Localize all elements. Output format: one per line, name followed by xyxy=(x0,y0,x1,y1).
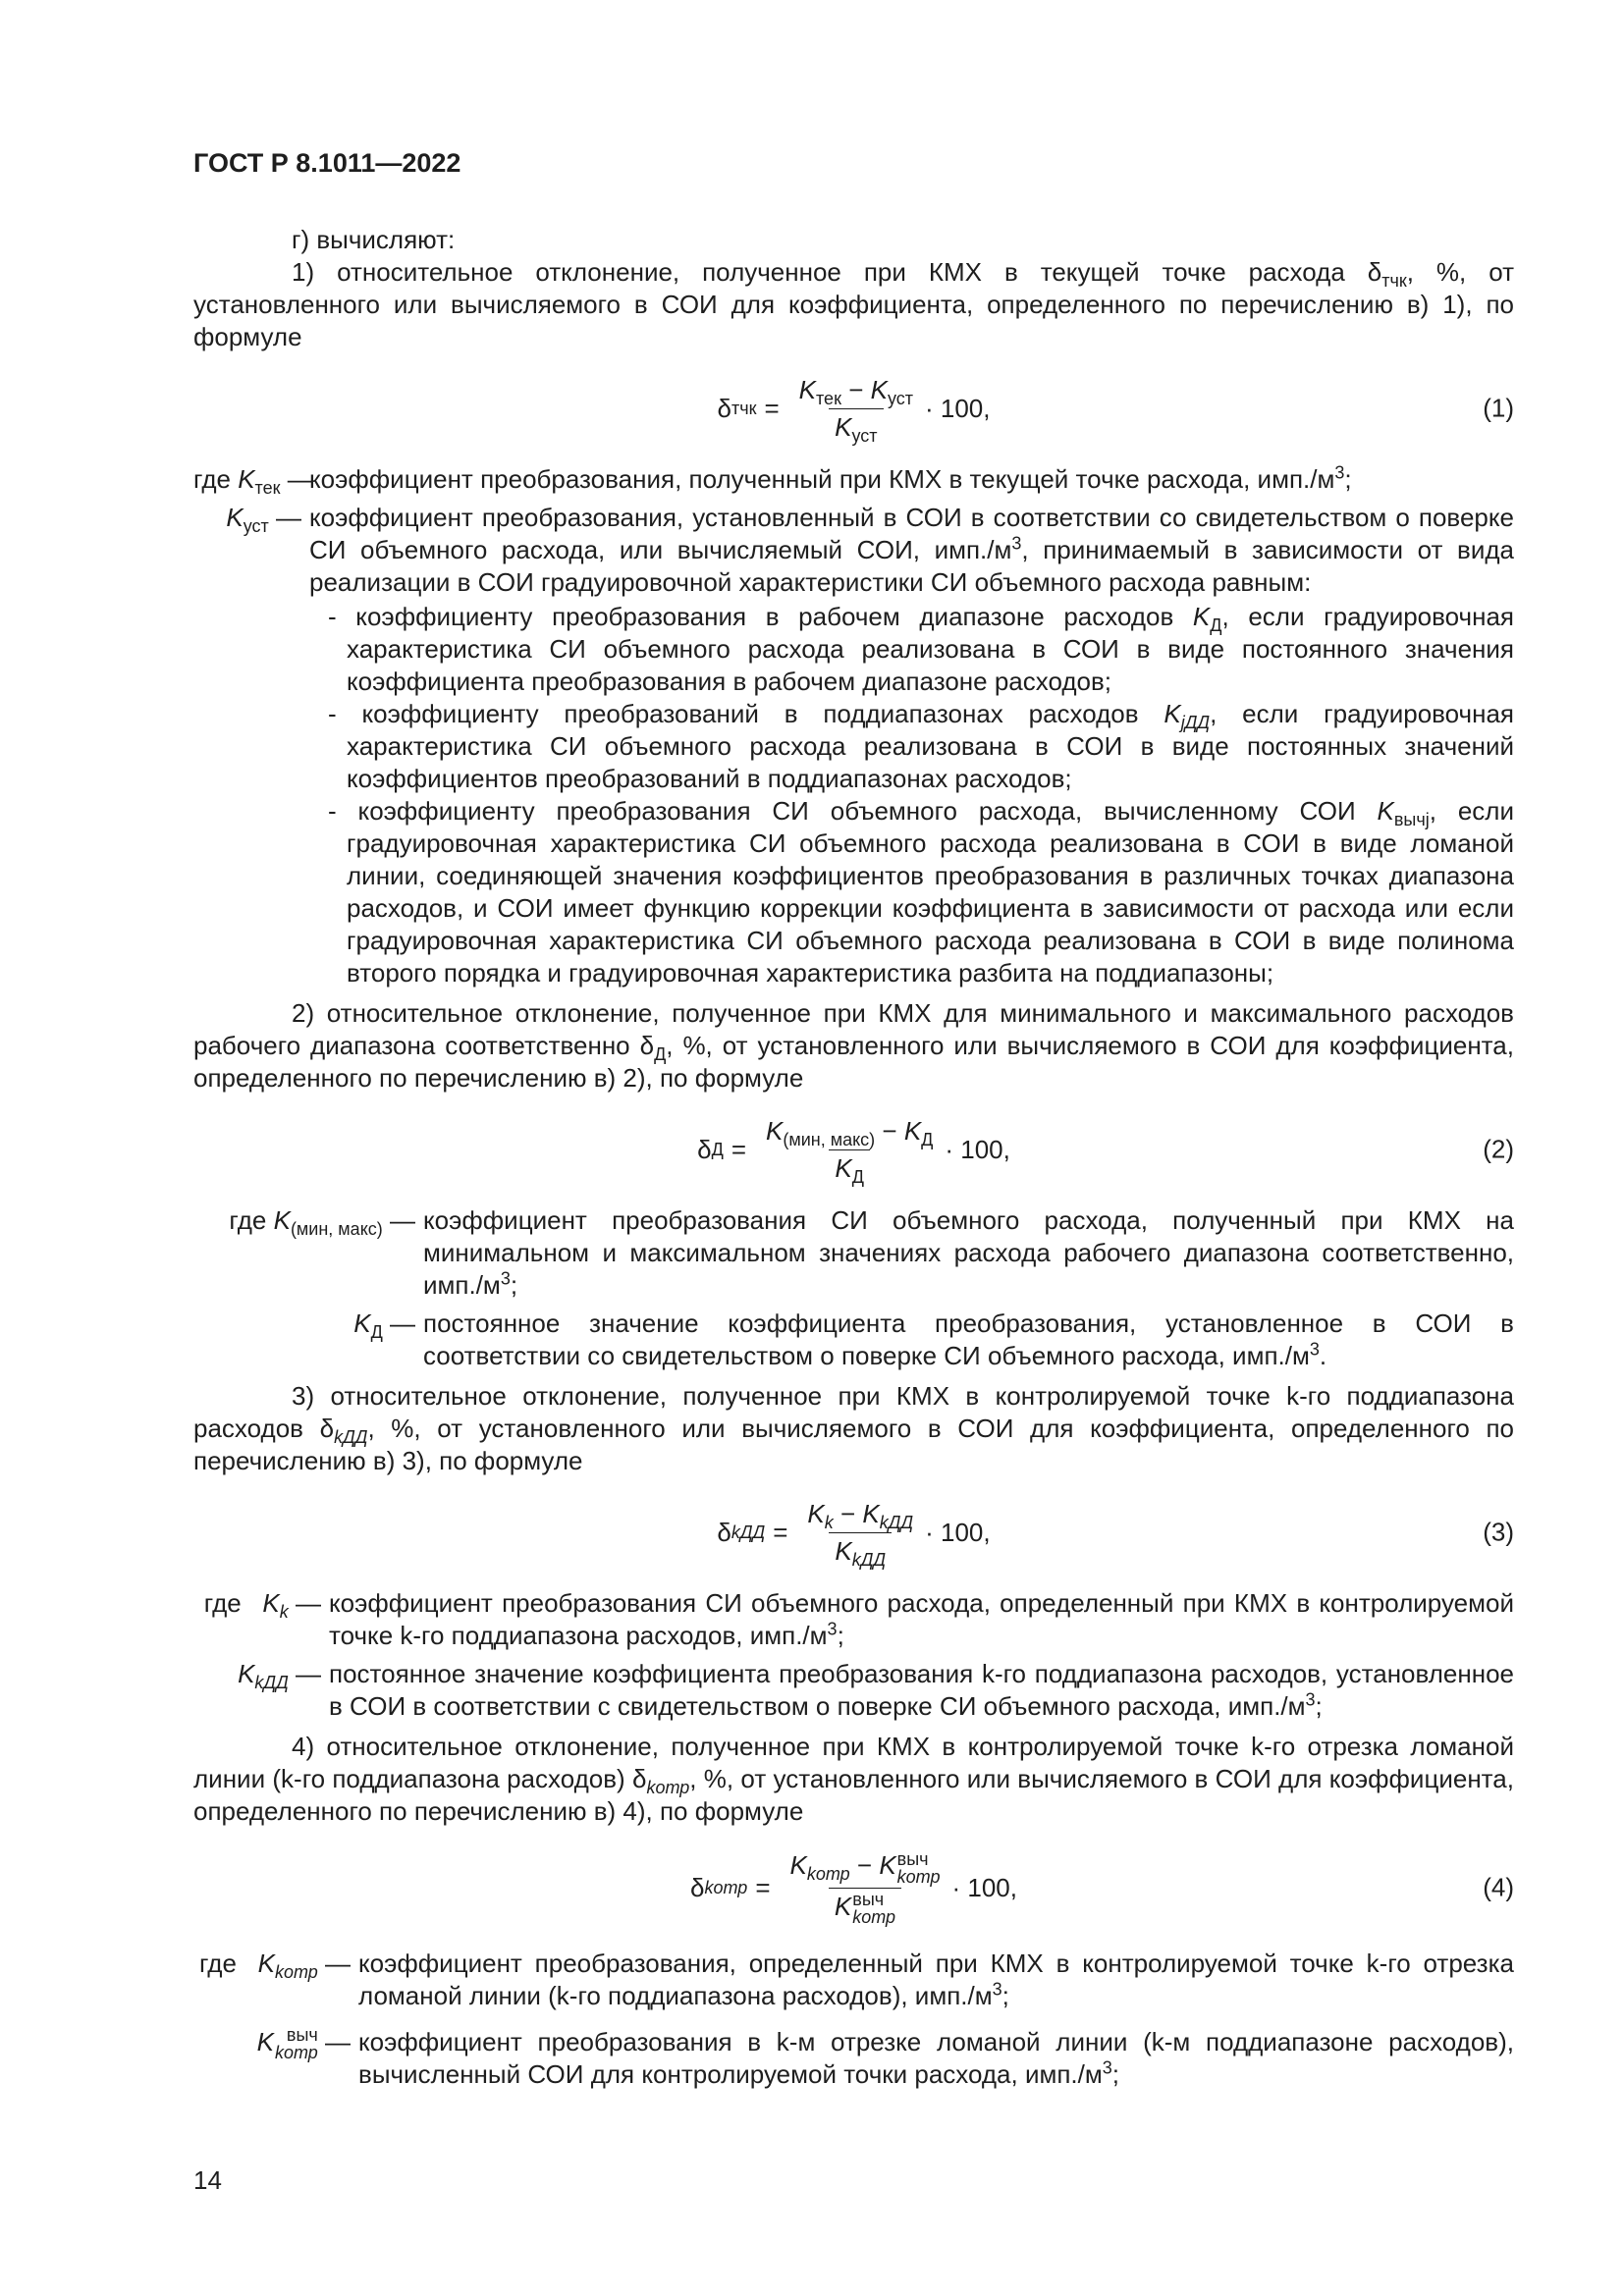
paragraph-2: 2) относительное отклонение, полученное при КМХ для минимального и максимального расходов рабочего диапазона соответственно $\delta_Д$, %, от установленного или вычисляемого в СОИ для коэффициента, определенного по перечислению в) 2), по формуле xyxy=(193,998,1514,1093)
formula-1: δ тчк = $\frac{K_{тек} - K_{уст}}{K_{уст}}$ · 100, (1) xyxy=(717,374,1514,446)
formula-3: δ kДД = $\frac{K_k - K_{kДД}}{K_{kДД}}$ · 100, (3) xyxy=(717,1498,1514,1570)
bullet-item: - коэффициенту преобразования в рабочем диапазоне расходов $K_Д$, если градуировочная характеристика СИ объемного расхода реализована в СОИ в виде постоянного значения коэффициента преобразования в рабочем диапазоне расходов; xyxy=(328,602,1514,696)
fraction-4: $K_{kотр} - K$ выч kотр K выч kотр xyxy=(789,1848,941,1927)
formula-number-1: (1) xyxy=(1483,393,1514,423)
intro-line: г) вычисляют: xyxy=(292,225,456,254)
bullet-list xyxy=(309,601,1514,989)
paragraph-1: 1) относительное отклонение, полученное при КМХ в текущей точке расхода $\delta_{тчк}$, %, от установленного или вычисляемого в СОИ для коэффициента, определенного по перечислению в) 1), по формуле xyxy=(193,257,1514,351)
definitions-4: где $K_{kотр}$ — коэффициент преобразования, определенный при КМХ в контролируемой точке k-го отрезка ломаной линии (k-го поддиапазона расходов), $имп./м^3$; K выч kотр — коэффициент преобразования в k-м отрезке ломаной линии (k-м поддиапазоне расходов), вычисленный СОИ для контролируемой точки расхода, $имп./м^3$; xyxy=(198,1949,1514,2089)
paragraph-3: 3) относительное отклонение, полученное при КМХ в контролируемой точке k-го поддиапазона расходов $\delta_{kДД}$, %, от установленного или вычисляемого в СОИ для коэффициента, определенного по перечислению в) 3), по формуле xyxy=(193,1381,1515,1475)
fraction-2: $\frac{K_{(мин, макс)} - K_Д}{K_Д}$ xyxy=(766,1115,934,1187)
page-number: 14 xyxy=(193,2165,222,2195)
document-header: ГОСТ Р 8.1011—2022 xyxy=(193,148,461,178)
formula-number-3: (3) xyxy=(1483,1517,1514,1547)
fraction-3: $\frac{K_k - K_{kДД}}{K_{kДД}}$ xyxy=(807,1498,914,1570)
definitions-3: где $K_k$ — коэффициент преобразования СИ объемного расхода, определенный при КМХ в контролируемой точке k-го поддиапазона расходов, $имп./м^3$; $K_{kДД}$ — постоянное значение коэффициента преобразования k-го поддиапазона расходов, установленное в СОИ в соответствии с свидетельством о поверке СИ объемного расхода, $имп./м^3$; xyxy=(203,1588,1514,1721)
bullet-item: - коэффициенту преобразований в поддиапазонах расходов $K_{jДД}$, если градуировочная характеристика СИ объемного расхода реализована в СОИ в виде постоянных значений коэффициентов преобразований в поддиапазонах расходов; xyxy=(328,699,1514,793)
formula-2: δ Д = $\frac{K_{(мин, макс)} - K_Д}{K_Д}$ · 100, (2) xyxy=(697,1115,1514,1187)
formula-4: δ kотр = $K_{kотр} - K$ выч kотр K выч kотр · 100, (4) xyxy=(690,1848,1514,1927)
formula-number-2: (2) xyxy=(1483,1134,1514,1164)
definitions-2: где $K_{(мин, макс)}$ — коэффициент преобразования СИ объемного расхода, полученный при КМХ на минимальном и максимальном значениях расхода рабочего диапазона соответственно, $имп./м^3$; $K_Д$ — постоянное значение коэффициента преобразования, установленное в СОИ в соответствии со свидетельством о поверке СИ объемного расхода, $имп./м^3$. xyxy=(229,1205,1514,1370)
document-body xyxy=(193,224,1514,2099)
paragraph-4: 4) относительное отклонение, полученное при КМХ в контролируемой точке k-го отрезка ломаной линии (k-го поддиапазона расходов) $\delta_{kотр}$, %, от установленного или вычисляемого в СОИ для коэффициента, определенного по перечислению в) 4), по формуле xyxy=(193,1732,1514,1826)
formula-number-4: (4) xyxy=(1483,1872,1514,1902)
definitions-1: где $K_{тек}$ — коэффициент преобразования, полученный при КМХ в текущей точке расхода, $имп./м^3$; $K_{уст}$ — коэффициент преобразования, установленный в СОИ в соответствии со свидетельством о поверке СИ объемного расхода, или вычисляемый СОИ, $имп./м^3$, принимаемый в зависимости от вида реализации в СОИ градуировочной характеристики СИ объемного расхода равным: - коэффициенту преобразования в рабочем диапазоне расходов $K_Д$, если градуировочная характеристика СИ объемного расхода реализована в СОИ в виде постоянного значения коэффициента преобразования в рабочем диапазоне расходов; - коэффициенту преобразований в поддиапазонах расходов $K_{jДД}$, если градуировочная характеристика СИ объемного расхода реализована в СОИ в виде постоянных значений коэффициентов преобразований в поддиапазонах расходов; - коэффициенту преобразования СИ объемного расхода, вычисленному СОИ $K_{вычj}$, если градуировочная характеристика СИ объемного расхода реализована в СОИ в виде ломаной линии, соединяющей значения коэффициентов преобразования в различных точках диапазона расходов, и СОИ имеет функцию коррекции коэффициента в зависимости от расхода или если градуировочная характеристика СИ объемного расхода реализована в СОИ в виде полинома второго порядка и градуировочная характеристика разбита на поддиапазоны; xyxy=(193,462,1515,988)
bullet-item: - коэффициенту преобразования СИ объемного расхода, вычисленному СОИ $K_{вычj}$, если градуировочная характеристика СИ объемного расхода реализована в СОИ в виде ломаной линии, соединяющей значения коэффициентов преобразования в различных точках диапазона расходов, и СОИ имеет функцию коррекции коэффициента в зависимости от расхода или если градуировочная характеристика СИ объемного расхода реализована в СОИ в виде полинома второго порядка и градуировочная характеристика разбита на поддиапазоны; xyxy=(328,796,1514,988)
fraction-1: $\frac{K_{тек} - K_{уст}}{K_{уст}}$ xyxy=(798,374,913,446)
